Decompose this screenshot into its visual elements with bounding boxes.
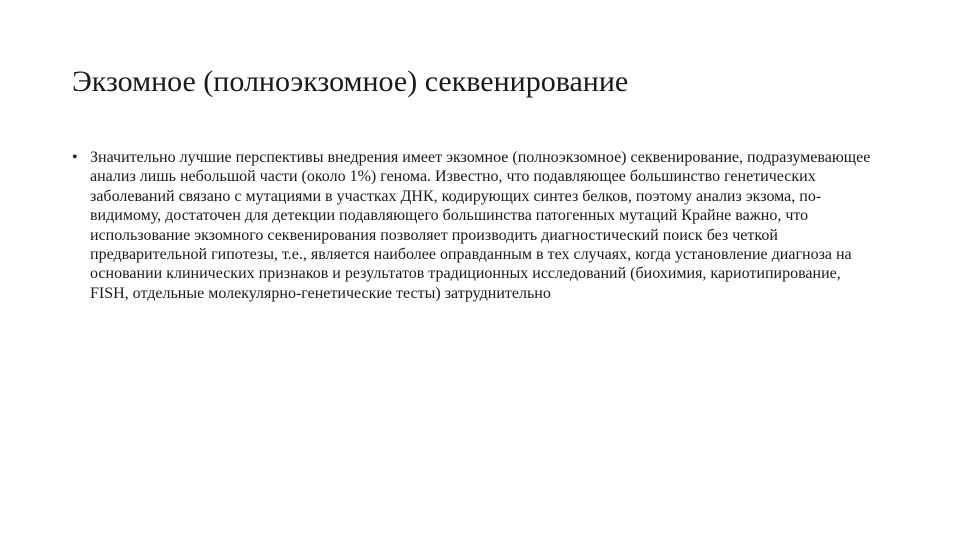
bullet-text: Значительно лучшие перспективы внедрения имеет экзомное (полноэкзомное) секвенирование, подразумевающее анализ лишь небольшой части (около 1%) генома. Известно, что подавляющее большинство генетических заболеваний связано с мутациями в участках ДНК, кодирующих синтез белков, поэтому анализ экзома, по-видимому, достаточен для детекции подавляющего большинства патогенных мутаций Крайне важно, что использование экзомного секвенирования позволяет производить диагностический поиск без четкой предварительной гипотезы, т.е., является наиболее оправданным в тех случаях, когда установление диагноза на основании клинических признаков и результатов традиционных исследований (биохимия, кариотипирование, FISH, отдельные молекулярно-генетические тесты) затруднительно	[90, 149, 871, 302]
slide-title: Экзомное (полноэкзомное) секвенирование	[72, 65, 629, 98]
bullet-marker: •	[72, 149, 78, 166]
bullet-item	[72, 148, 872, 303]
bullet-list	[72, 148, 872, 303]
